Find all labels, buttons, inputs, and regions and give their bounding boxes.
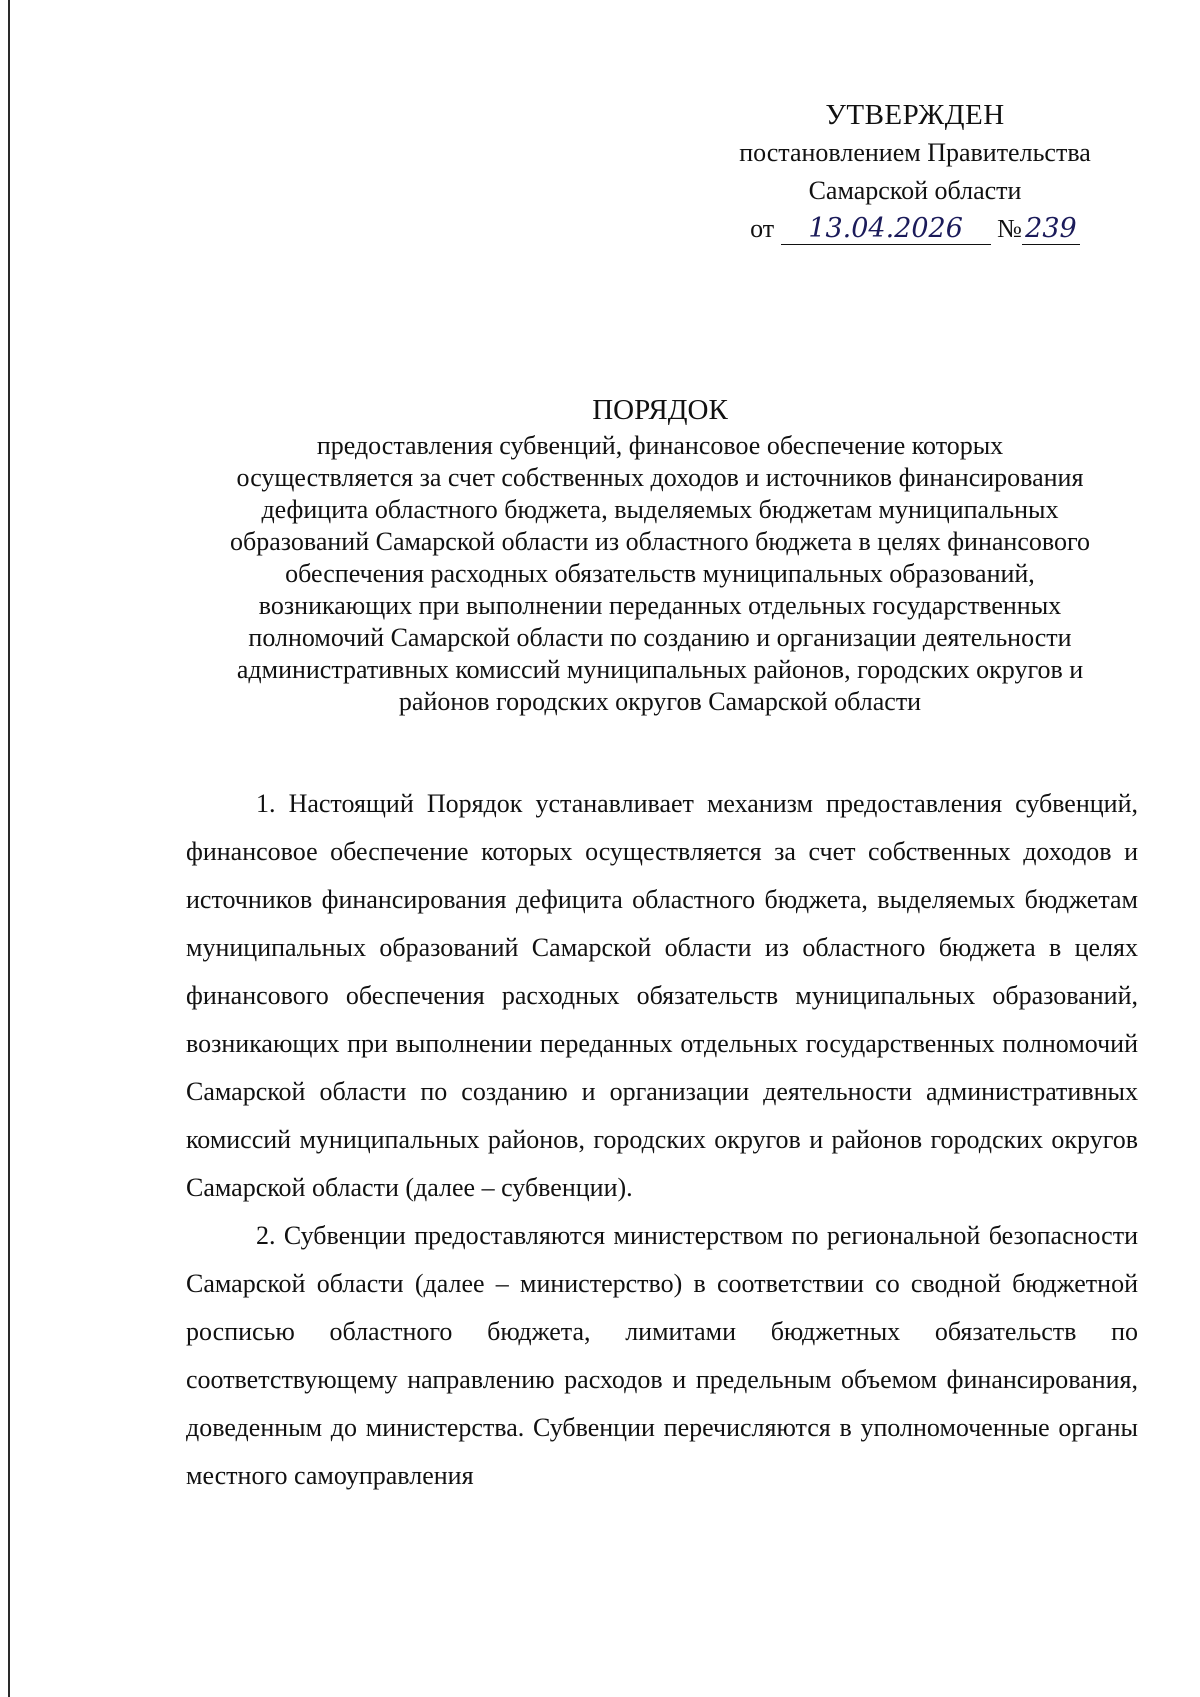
approved-heading: УТВЕРЖДЕН	[825, 99, 1005, 131]
date-prefix: от	[750, 214, 775, 243]
subtitle-line: предоставления субвенций, финансовое обеспечение которых	[316, 431, 1004, 460]
approval-stamp-block	[700, 96, 1130, 248]
subtitle-line: образований Самарской области из областного бюджета в целях финансового	[230, 527, 1090, 556]
document-body	[186, 780, 1138, 1500]
subtitle-line: осуществляется за счет собственных доходов и источников финансирования	[236, 463, 1084, 492]
subtitle-line: дефицита областного бюджета, выделяемых бюджетам муниципальных	[261, 495, 1059, 524]
paragraph-1: 1. Настоящий Порядок устанавливает механизм предоставления субвенций, финансовое обеспечение которых осуществляется за счет собственных доходов и источников финансирования дефицита областного бюджета, выделяемых бюджетам муниципальных образований Самарской области из областного бюджета в целях финансового обеспечения расходных обязательств муниципальных образований, возникающих при выполнении переданных отдельных государственных полномочий Самарской области по созданию и организации деятельности административных комиссий муниципальных районов, городских округов и районов городских округов Самарской области (далее – субвенции).	[186, 789, 1138, 1202]
approval-date-line	[700, 210, 1130, 248]
subtitle-line: административных комиссий муниципальных районов, городских округов и	[236, 655, 1084, 684]
handwritten-date: 13.04.2026	[781, 214, 991, 245]
document-title: ПОРЯДОК	[592, 394, 728, 426]
subtitle-line: полномочий Самарской области по созданию и организации деятельности	[248, 623, 1072, 652]
handwritten-number: 239	[1022, 214, 1080, 245]
subtitle-line: возникающих при выполнении переданных отдельных государственных	[258, 591, 1062, 620]
number-prefix: №	[997, 214, 1022, 243]
subtitle-line: районов городских округов Самарской области	[398, 687, 922, 716]
page-edge-line	[8, 0, 10, 1697]
paragraph-2: 2. Субвенции предоставляются министерством по региональной безопасности Самарской области (далее – министерство) в соответствии со сводной бюджетной росписью областного бюджета, лимитами бюджетных обязательств по соответствующему направлению расходов и предельным объемом финансирования, доведенным до министерства. Субвенции перечисляются в уполномоченные органы местного самоуправления	[186, 1221, 1138, 1490]
subtitle-line: обеспечения расходных обязательств муниципальных образований,	[285, 559, 1035, 588]
document-title-block	[180, 392, 1140, 718]
approval-line-2: Самарской области	[808, 176, 1022, 205]
approval-line-1: постановлением Правительства	[739, 138, 1091, 167]
